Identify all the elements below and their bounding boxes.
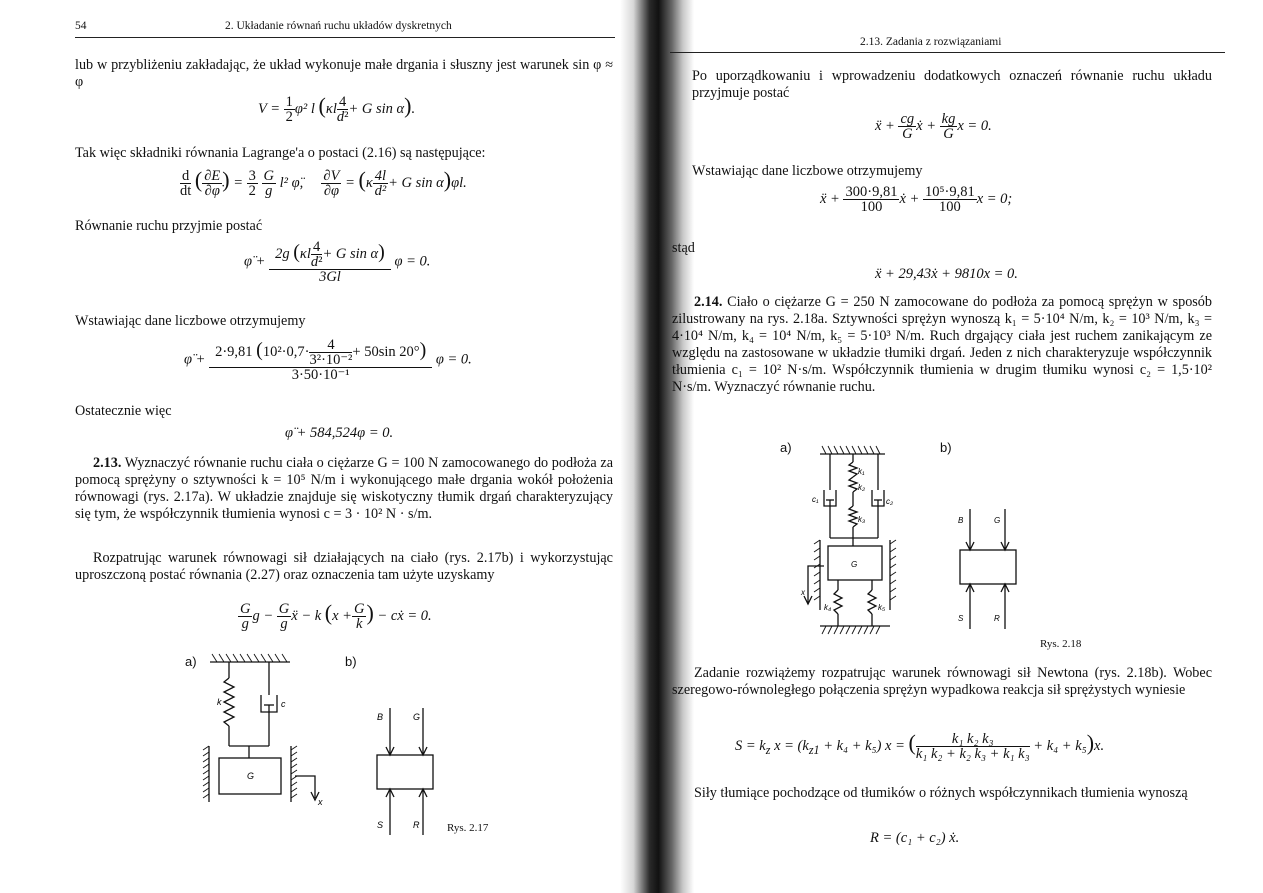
- problem-text: Wyznaczyć równanie ruchu ciała o ciężarze G = 100 N zamocowanego do podłoża za pomocą sprężyny o sztywności k = 10⁵ N/m i wykonującego małe drgania wokół położenia równowagi (rys. 2.17a). W układzie znajduje się wiskotyczny tłumik drgań charakteryzujący się tym, że współczynnik tłumienia wynosi c = 3 · 10² N · s/m.: [75, 455, 613, 522]
- figure-2-17b: [365, 700, 445, 840]
- label-k2: k₂: [858, 483, 866, 492]
- paragraph: Równanie ruchu przyjmie postać: [75, 218, 263, 234]
- label-G: G: [413, 712, 421, 722]
- figure-label-b: b): [940, 440, 952, 455]
- label-k3: k₃: [858, 515, 866, 524]
- figure-label-a: a): [780, 440, 792, 455]
- figure-2-18b: [950, 505, 1030, 635]
- label-G: G: [851, 560, 858, 569]
- figure-caption: Rys. 2.18: [1040, 638, 1082, 650]
- label-G: G: [994, 516, 1001, 525]
- problem-2-14: [672, 294, 1212, 396]
- equation-numeric: φ̈ + 2·9,81 (10²·0,7· $\frac{4}{\text{3²·10⁻²}}$ + 50sin 20°) 3·50·10⁻¹ φ = 0.: [184, 337, 472, 383]
- header-rule: [75, 37, 615, 38]
- label-B: B: [958, 516, 964, 525]
- header-rule: [670, 52, 1225, 53]
- figure-2-18a: [790, 440, 920, 650]
- paragraph: Rozpatrując warunek równowagi sił działających na ciało (rys. 2.17b) i wykorzystując uproszczoną postać równania (2.27) oraz oznaczenia tam użyte uzyskamy: [75, 550, 613, 583]
- figure-label-a: a): [185, 654, 197, 669]
- label-S: S: [377, 820, 384, 830]
- right-page: [620, 0, 1263, 893]
- label-k4: k₄: [824, 603, 832, 612]
- label-x: x: [801, 588, 805, 597]
- problem-number: 2.13.: [93, 455, 122, 471]
- paragraph: Ostatecznie więc: [75, 403, 172, 419]
- label-G: G: [247, 771, 255, 781]
- label-x: x: [318, 797, 323, 807]
- equation-final: φ̈ + 584,524φ = 0.: [285, 425, 394, 441]
- paragraph: Zadanie rozwiążemy rozpatrując warunek równowagi sił Newtona (rys. 2.18b). Wobec szeregowo-równoległego połączenia sprężyn wypadkowa reakcja sił sprężystych wyniesie: [672, 665, 1212, 698]
- running-header: 2.13. Zadania z rozwiązaniami: [860, 36, 1002, 48]
- paragraph: Siły tłumiące pochodzące od tłumików o różnych współczynnikach tłumienia wynoszą: [694, 785, 1188, 801]
- equation-5: R = (c₁ + c₂) ẋ.: [870, 830, 960, 846]
- equation-3: ẍ + 29,43ẋ + 9810x = 0.: [875, 266, 1018, 282]
- label-B: B: [377, 712, 384, 722]
- equation-lagrange-terms: $\frac{d}{dt}$ ( $\frac{\partial E}{\partial\varphi̇}$ ) = $\frac{3}{2}$ $\frac{G}{g}$ l² φ̈, $\frac{\partial V}{\partial\varphi}$ = (κ $\frac{4l}{\text{d²}}$ + G sin α)φl.: [180, 167, 467, 200]
- equation-1: ẍ + $\frac{cg}{G}$ ẋ + $\frac{kg}{G}$ x = 0.: [875, 111, 992, 142]
- equation-balance: $\frac{G}{g}$ g − $\frac{G}{g}$ ẍ − k (x + $\frac{G}{k}$ ) − cẋ = 0.: [240, 600, 432, 633]
- problem-number: 2.14.: [694, 294, 723, 310]
- equation-4: $S = k_z$ $x = (k_{z1} + k_4 + k_5) x$ = ( $\frac{\text{k₁ k₂ k₃}}{\text{k₁ k₂ + k₂ k₃ + k₁ k₃}}$ + k₄ + k₅)x.: [735, 730, 1105, 763]
- problem-text: Ciało o ciężarze G = 250 N zamocowane do podłoża za pomocą sprężyn w sposób zilustrowany na rys. 2.18a. Sztywności sprężyn wynoszą k₁ = 5·10⁴ N/m, k₂ = 10³ N/m, k₃ = 4·10⁴ N/m, k₄ = 10⁴ N/m, k₅ = 5·10³ N/m. Ruch drgający ciała jest ruchem zanikającym ze względu na zastosowane w układzie tłumiki drgań. Jeden z nich charakteryzuje współczynnik tłumienia c₁ = 10² N·s/m. Współczynnik tłumienia w drugim tłumiku wynosi c₂ = 1,5·10² N·s/m. Wyznaczyć równanie ruchu.: [672, 294, 1212, 395]
- label-c1: c₁: [812, 495, 819, 504]
- label-c: c: [281, 699, 286, 709]
- running-header: 2. Układanie równań ruchu układów dyskretnych: [225, 20, 452, 32]
- paragraph: stąd: [672, 240, 695, 256]
- label-R: R: [994, 614, 1000, 623]
- label-c2: c₂: [886, 497, 894, 506]
- equation-2: ẍ + $\frac{300\cdot 9,81}{100}$ ẋ + $\frac{\text{10⁵·9,81}}{100}$ x = 0;: [820, 184, 1013, 215]
- left-page: [0, 0, 620, 893]
- problem-2-13: [75, 455, 613, 523]
- equation-potential-energy: V = $\frac{1}{2}$ φ² l (κl $\frac{4}{\text{d²}}$ + G sin α).: [258, 93, 416, 126]
- label-k1: k₁: [858, 467, 865, 476]
- label-k: k: [217, 697, 222, 707]
- figure-2-17a: [195, 650, 345, 860]
- figure-caption: Rys. 2.17: [447, 822, 489, 834]
- equation-motion: φ̈ + 2g (κl $\frac{4}{\text{d²}}$ + G sin α) 3Gl φ = 0.: [244, 239, 431, 285]
- label-k5: k₅: [878, 603, 886, 612]
- figure-label-b: b): [345, 654, 357, 669]
- paragraph: Po uporządkowaniu i wprowadzeniu dodatkowych oznaczeń równanie ruchu układu przyjmuje postać: [692, 68, 1212, 101]
- label-R: R: [413, 820, 420, 830]
- page-number: 54: [75, 20, 87, 32]
- label-S: S: [958, 614, 964, 623]
- paragraph: Wstawiając dane liczbowe otrzymujemy: [692, 163, 923, 179]
- paragraph: Tak więc składniki równania Lagrange'a o postaci (2.16) są następujące:: [75, 145, 486, 161]
- paragraph: Wstawiając dane liczbowe otrzymujemy: [75, 313, 306, 329]
- paragraph: lub w przybliżeniu zakładając, że układ wykonuje małe drgania i słuszny jest warunek sin φ ≈ φ: [75, 57, 613, 90]
